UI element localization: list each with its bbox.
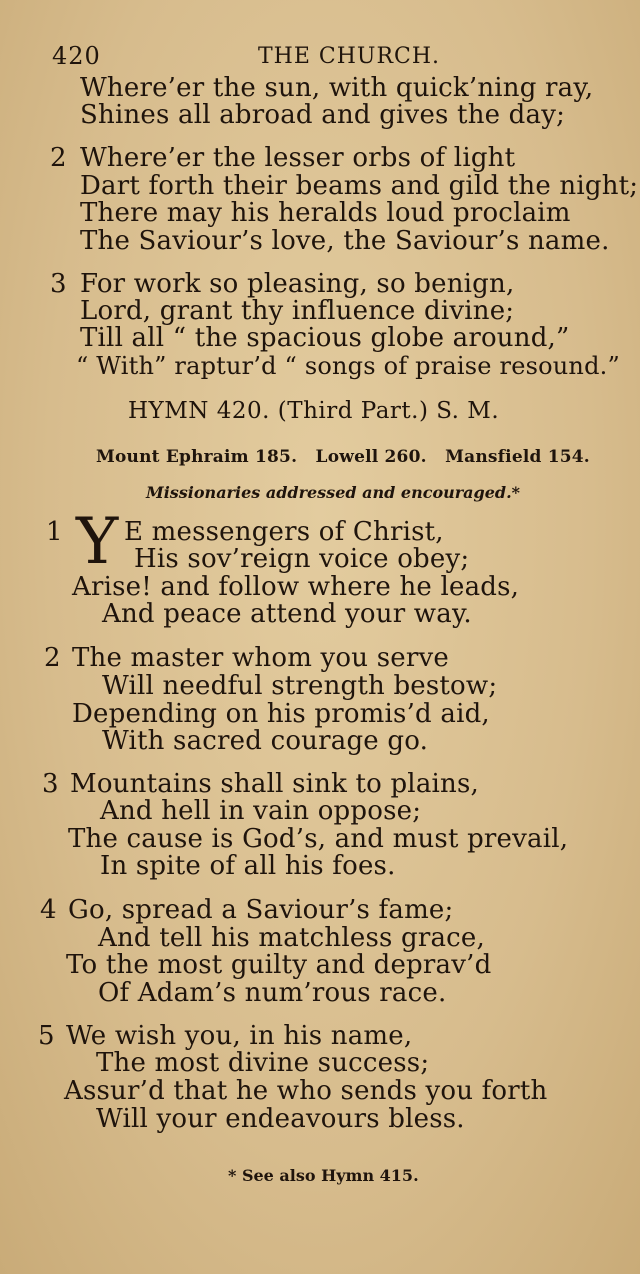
hymn-stanza5-line: Assur’d that he who sends you forth xyxy=(64,1076,548,1106)
hymn-stanza4-line: Of Adam’s num’rous race. xyxy=(98,978,447,1008)
hymn-title: HYMN 420. (Third Part.) S. M. xyxy=(128,398,500,424)
hymn-stanza3-line: And hell in vain oppose; xyxy=(100,796,422,826)
prev-stanza-line: Shines all abroad and gives the day; xyxy=(80,100,566,130)
hymn-tunes: Mount Ephraim 185. Lowell 260. Mansfield 154. xyxy=(96,447,590,467)
hymn-stanza4-line: Go, spread a Saviour’s fame; xyxy=(68,895,454,925)
stanza-number: 4 xyxy=(40,895,57,925)
hymn-stanza4-line: And tell his matchless grace, xyxy=(98,923,485,953)
footnote: * See also Hymn 415. xyxy=(228,1166,419,1185)
hymn-stanza4-line: To the most guilty and deprav’d xyxy=(66,950,492,980)
hymn-stanza3-line: Mountains shall sink to plains, xyxy=(70,769,479,799)
hymn-stanza5-line: Will your endeavours bless. xyxy=(96,1104,465,1134)
prev-stanza3-line: “ With” raptur’d “ songs of praise resound.” xyxy=(76,352,620,380)
hymn-stanza1-line: Arise! and follow where he leads, xyxy=(72,572,520,602)
stanza-number: 2 xyxy=(44,643,61,673)
prev-stanza3-line: Till all “ the spacious globe around,” xyxy=(80,323,570,353)
hymn-stanza5-line: The most divine success; xyxy=(96,1048,430,1078)
prev-stanza3-line: For work so pleasing, so benign, xyxy=(80,269,515,299)
prev-stanza2-line: The Saviour’s love, the Saviour’s name. xyxy=(80,226,610,256)
hymn-stanza1-line: E messengers of Christ, xyxy=(124,517,444,547)
hymn-stanza3-line: The cause is God’s, and must prevail, xyxy=(68,824,569,854)
stanza-number: 3 xyxy=(42,769,59,799)
hymn-stanza1-line: And peace attend your way. xyxy=(102,599,472,629)
hymn-stanza2-line: The master whom you serve xyxy=(72,643,449,673)
prev-stanza2-line: Where’er the lesser orbs of light xyxy=(80,143,516,173)
prev-stanza3-line: Lord, grant thy influence divine; xyxy=(80,296,515,326)
hymn-stanza2-line: Depending on his promis’d aid, xyxy=(72,699,490,729)
hymn-stanza2-line: Will needful strength bestow; xyxy=(102,671,498,701)
prev-stanza-line: Where’er the sun, with quick’ning ray, xyxy=(80,73,594,103)
stanza-number: 1 xyxy=(46,517,63,547)
hymn-subject: Missionaries addressed and encouraged.* xyxy=(146,483,521,502)
drop-cap: Y xyxy=(76,505,119,579)
hymn-stanza3-line: In spite of all his foes. xyxy=(100,851,396,881)
stanza-number: 3 xyxy=(50,269,67,299)
page-number: 420 xyxy=(52,42,101,70)
hymn-stanza1-line: His sov’reign voice obey; xyxy=(134,544,470,574)
hymn-stanza2-line: With sacred courage go. xyxy=(102,726,429,756)
stanza-number: 2 xyxy=(50,143,67,173)
prev-stanza2-line: Dart forth their beams and gild the night; xyxy=(80,171,639,201)
hymn-stanza5-line: We wish you, in his name, xyxy=(66,1021,413,1051)
stanza-number: 5 xyxy=(38,1021,55,1051)
prev-stanza2-line: There may his heralds loud proclaim xyxy=(80,198,571,228)
running-title: THE CHURCH. xyxy=(258,44,441,69)
